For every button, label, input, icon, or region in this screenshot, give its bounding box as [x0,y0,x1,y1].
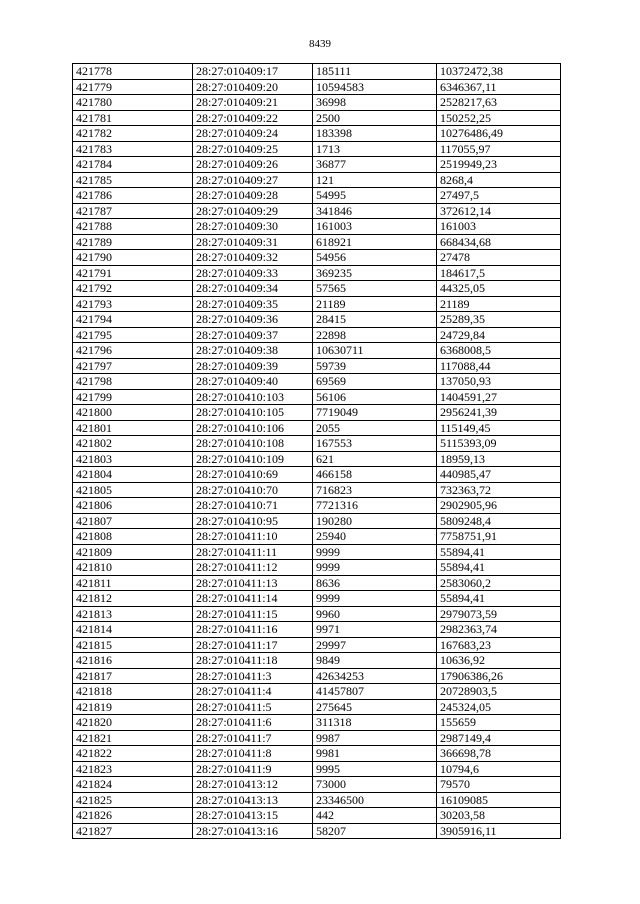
value-cell: 5809248,4 [437,513,561,529]
cadastral-number-cell: 28:27:010411:11 [193,544,313,560]
record-number-cell: 421788 [73,219,193,235]
value-cell: 117055,97 [437,141,561,157]
cadastral-number-cell: 28:27:010409:31 [193,234,313,250]
cadastral-number-cell: 28:27:010409:24 [193,126,313,142]
record-number-cell: 421821 [73,730,193,746]
value-cell: 668434,68 [437,234,561,250]
cadastral-number-cell: 28:27:010409:35 [193,296,313,312]
area-cell: 9999 [313,544,437,560]
table-row [73,498,561,514]
area-cell: 10594583 [313,79,437,95]
area-cell: 466158 [313,467,437,483]
value-cell: 6368008,5 [437,343,561,359]
value-cell: 440985,47 [437,467,561,483]
value-cell: 16109085 [437,792,561,808]
table-row [73,327,561,343]
table-row [73,746,561,762]
record-number-cell: 421818 [73,684,193,700]
area-cell: 28415 [313,312,437,328]
value-cell: 10372472,38 [437,64,561,80]
record-number-cell: 421797 [73,358,193,374]
area-cell: 9971 [313,622,437,638]
record-number-cell: 421798 [73,374,193,390]
record-number-cell: 421809 [73,544,193,560]
cadastral-number-cell: 28:27:010411:10 [193,529,313,545]
table-row [73,405,561,421]
cadastral-number-cell: 28:27:010409:36 [193,312,313,328]
area-cell: 57565 [313,281,437,297]
record-number-cell: 421794 [73,312,193,328]
cadastral-number-cell: 28:27:010409:38 [193,343,313,359]
area-cell: 7721316 [313,498,437,514]
record-number-cell: 421814 [73,622,193,638]
value-cell: 44325,05 [437,281,561,297]
cadastral-number-cell: 28:27:010409:27 [193,172,313,188]
area-cell: 9999 [313,591,437,607]
area-cell: 9987 [313,730,437,746]
value-cell: 5115393,09 [437,436,561,452]
table-row [73,374,561,390]
value-cell: 245324,05 [437,699,561,715]
value-cell: 2987149,4 [437,730,561,746]
value-cell: 3905916,11 [437,823,561,839]
cadastral-number-cell: 28:27:010410:70 [193,482,313,498]
value-cell: 366698,78 [437,746,561,762]
table-row [73,699,561,715]
cadastral-number-cell: 28:27:010411:16 [193,622,313,638]
table-row [73,188,561,204]
area-cell: 618921 [313,234,437,250]
area-cell: 25940 [313,529,437,545]
area-cell: 190280 [313,513,437,529]
table-row [73,544,561,560]
cadastral-number-cell: 28:27:010409:20 [193,79,313,95]
area-cell: 58207 [313,823,437,839]
record-number-cell: 421800 [73,405,193,421]
area-cell: 69569 [313,374,437,390]
area-cell: 183398 [313,126,437,142]
cadastral-number-cell: 28:27:010411:14 [193,591,313,607]
area-cell: 36877 [313,157,437,173]
table-row [73,637,561,653]
value-cell: 7758751,91 [437,529,561,545]
value-cell: 2982363,74 [437,622,561,638]
area-cell: 8636 [313,575,437,591]
area-cell: 369235 [313,265,437,281]
record-number-cell: 421812 [73,591,193,607]
value-cell: 24729,84 [437,327,561,343]
table-row [73,296,561,312]
record-number-cell: 421784 [73,157,193,173]
record-number-cell: 421791 [73,265,193,281]
table-row [73,281,561,297]
record-number-cell: 421793 [73,296,193,312]
table-row [73,792,561,808]
value-cell: 79570 [437,777,561,793]
table-row [73,157,561,173]
table-row [73,79,561,95]
record-number-cell: 421779 [73,79,193,95]
area-cell: 42634253 [313,668,437,684]
record-number-cell: 421819 [73,699,193,715]
record-number-cell: 421813 [73,606,193,622]
value-cell: 184617,5 [437,265,561,281]
cadastral-number-cell: 28:27:010411:12 [193,560,313,576]
cadastral-number-cell: 28:27:010409:37 [193,327,313,343]
record-number-cell: 421795 [73,327,193,343]
area-cell: 2055 [313,420,437,436]
value-cell: 2519949,23 [437,157,561,173]
value-cell: 20728903,5 [437,684,561,700]
value-cell: 2956241,39 [437,405,561,421]
area-cell: 621 [313,451,437,467]
table-row [73,777,561,793]
record-number-cell: 421799 [73,389,193,405]
value-cell: 30203,58 [437,808,561,824]
area-cell: 73000 [313,777,437,793]
value-cell: 27478 [437,250,561,266]
area-cell: 341846 [313,203,437,219]
area-cell: 161003 [313,219,437,235]
value-cell: 115149,45 [437,420,561,436]
cadastral-number-cell: 28:27:010410:103 [193,389,313,405]
value-cell: 2583060,2 [437,575,561,591]
area-cell: 21189 [313,296,437,312]
cadastral-number-cell: 28:27:010409:30 [193,219,313,235]
value-cell: 167683,23 [437,637,561,653]
value-cell: 10794,6 [437,761,561,777]
record-number-cell: 421823 [73,761,193,777]
value-cell: 17906386,26 [437,668,561,684]
record-number-cell: 421785 [73,172,193,188]
table-row [73,126,561,142]
table-row [73,420,561,436]
value-cell: 21189 [437,296,561,312]
area-cell: 22898 [313,327,437,343]
value-cell: 10636,92 [437,653,561,669]
table-row [73,467,561,483]
record-number-cell: 421783 [73,141,193,157]
table-row [73,823,561,839]
table-row [73,389,561,405]
cadastral-number-cell: 28:27:010411:5 [193,699,313,715]
record-number-cell: 421801 [73,420,193,436]
value-cell: 2979073,59 [437,606,561,622]
cadastral-number-cell: 28:27:010411:15 [193,606,313,622]
record-number-cell: 421827 [73,823,193,839]
cadastral-number-cell: 28:27:010411:17 [193,637,313,653]
record-number-cell: 421780 [73,95,193,111]
value-cell: 8268,4 [437,172,561,188]
record-number-cell: 421796 [73,343,193,359]
table-row [73,761,561,777]
cadastral-number-cell: 28:27:010410:106 [193,420,313,436]
area-cell: 1713 [313,141,437,157]
cadastral-number-cell: 28:27:010411:3 [193,668,313,684]
record-number-cell: 421804 [73,467,193,483]
cadastral-number-cell: 28:27:010413:15 [193,808,313,824]
record-number-cell: 421817 [73,668,193,684]
cadastral-number-cell: 28:27:010411:8 [193,746,313,762]
record-number-cell: 421778 [73,64,193,80]
record-number-cell: 421822 [73,746,193,762]
cadastral-number-cell: 28:27:010409:29 [193,203,313,219]
value-cell: 732363,72 [437,482,561,498]
table-row [73,436,561,452]
area-cell: 185111 [313,64,437,80]
record-number-cell: 421824 [73,777,193,793]
record-number-cell: 421820 [73,715,193,731]
cadastral-number-cell: 28:27:010409:17 [193,64,313,80]
table-row [73,110,561,126]
cadastral-number-cell: 28:27:010409:33 [193,265,313,281]
table-row [73,684,561,700]
table-row [73,560,561,576]
table-row [73,591,561,607]
value-cell: 55894,41 [437,544,561,560]
area-cell: 36998 [313,95,437,111]
area-cell: 54956 [313,250,437,266]
cadastral-number-cell: 28:27:010411:4 [193,684,313,700]
table-row [73,482,561,498]
area-cell: 9999 [313,560,437,576]
record-number-cell: 421807 [73,513,193,529]
area-cell: 167553 [313,436,437,452]
area-cell: 275645 [313,699,437,715]
cadastral-number-cell: 28:27:010410:105 [193,405,313,421]
area-cell: 56106 [313,389,437,405]
area-cell: 311318 [313,715,437,731]
record-number-cell: 421782 [73,126,193,142]
cadastral-number-cell: 28:27:010409:22 [193,110,313,126]
record-number-cell: 421825 [73,792,193,808]
value-cell: 6346367,11 [437,79,561,95]
record-number-cell: 421803 [73,451,193,467]
table-row [73,141,561,157]
area-cell: 23346500 [313,792,437,808]
table-row [73,343,561,359]
cadastral-number-cell: 28:27:010409:28 [193,188,313,204]
table-row [73,358,561,374]
value-cell: 10276486,49 [437,126,561,142]
table-row [73,653,561,669]
value-cell: 1404591,27 [437,389,561,405]
record-number-cell: 421781 [73,110,193,126]
value-cell: 27497,5 [437,188,561,204]
cadastral-number-cell: 28:27:010411:18 [193,653,313,669]
value-cell: 25289,35 [437,312,561,328]
record-number-cell: 421805 [73,482,193,498]
value-cell: 18959,13 [437,451,561,467]
record-number-cell: 421815 [73,637,193,653]
table-row [73,808,561,824]
area-cell: 716823 [313,482,437,498]
table-row [73,513,561,529]
table-row [73,250,561,266]
value-cell: 150252,25 [437,110,561,126]
cadastral-number-cell: 28:27:010409:25 [193,141,313,157]
table-row [73,668,561,684]
table-row [73,575,561,591]
cadastral-number-cell: 28:27:010411:13 [193,575,313,591]
table-row [73,203,561,219]
record-number-cell: 421808 [73,529,193,545]
table-row [73,312,561,328]
record-number-cell: 421810 [73,560,193,576]
cadastral-number-cell: 28:27:010409:40 [193,374,313,390]
area-cell: 10630711 [313,343,437,359]
page-number: 8439 [309,38,331,50]
area-cell: 121 [313,172,437,188]
record-number-cell: 421816 [73,653,193,669]
table-row [73,95,561,111]
cadastral-number-cell: 28:27:010413:12 [193,777,313,793]
table-row [73,64,561,80]
area-cell: 29997 [313,637,437,653]
data-table [72,63,561,839]
table-row [73,529,561,545]
cadastral-number-cell: 28:27:010409:32 [193,250,313,266]
table-row [73,715,561,731]
cadastral-number-cell: 28:27:010410:71 [193,498,313,514]
table-row [73,451,561,467]
cadastral-number-cell: 28:27:010411:6 [193,715,313,731]
area-cell: 7719049 [313,405,437,421]
cadastral-number-cell: 28:27:010410:109 [193,451,313,467]
value-cell: 2902905,96 [437,498,561,514]
table-row [73,219,561,235]
area-cell: 9960 [313,606,437,622]
cadastral-number-cell: 28:27:010409:39 [193,358,313,374]
cadastral-number-cell: 28:27:010413:13 [193,792,313,808]
table-row [73,622,561,638]
area-cell: 41457807 [313,684,437,700]
table-body [73,64,561,839]
table-row [73,606,561,622]
area-cell: 9995 [313,761,437,777]
value-cell: 117088,44 [437,358,561,374]
area-cell: 59739 [313,358,437,374]
value-cell: 137050,93 [437,374,561,390]
table-row [73,730,561,746]
record-number-cell: 421811 [73,575,193,591]
record-number-cell: 421792 [73,281,193,297]
value-cell: 161003 [437,219,561,235]
record-number-cell: 421806 [73,498,193,514]
value-cell: 372612,14 [437,203,561,219]
cadastral-number-cell: 28:27:010411:7 [193,730,313,746]
cadastral-number-cell: 28:27:010410:95 [193,513,313,529]
record-number-cell: 421789 [73,234,193,250]
cadastral-number-cell: 28:27:010409:21 [193,95,313,111]
record-number-cell: 421802 [73,436,193,452]
area-cell: 442 [313,808,437,824]
area-cell: 9981 [313,746,437,762]
record-number-cell: 421787 [73,203,193,219]
area-cell: 54995 [313,188,437,204]
value-cell: 55894,41 [437,591,561,607]
table-row [73,172,561,188]
cadastral-number-cell: 28:27:010409:34 [193,281,313,297]
area-cell: 2500 [313,110,437,126]
record-number-cell: 421786 [73,188,193,204]
cadastral-number-cell: 28:27:010413:16 [193,823,313,839]
table-row [73,234,561,250]
area-cell: 9849 [313,653,437,669]
value-cell: 2528217,63 [437,95,561,111]
cadastral-number-cell: 28:27:010409:26 [193,157,313,173]
cadastral-number-cell: 28:27:010410:69 [193,467,313,483]
record-number-cell: 421790 [73,250,193,266]
record-number-cell: 421826 [73,808,193,824]
table-row [73,265,561,281]
cadastral-number-cell: 28:27:010411:9 [193,761,313,777]
cadastral-number-cell: 28:27:010410:108 [193,436,313,452]
value-cell: 55894,41 [437,560,561,576]
value-cell: 155659 [437,715,561,731]
